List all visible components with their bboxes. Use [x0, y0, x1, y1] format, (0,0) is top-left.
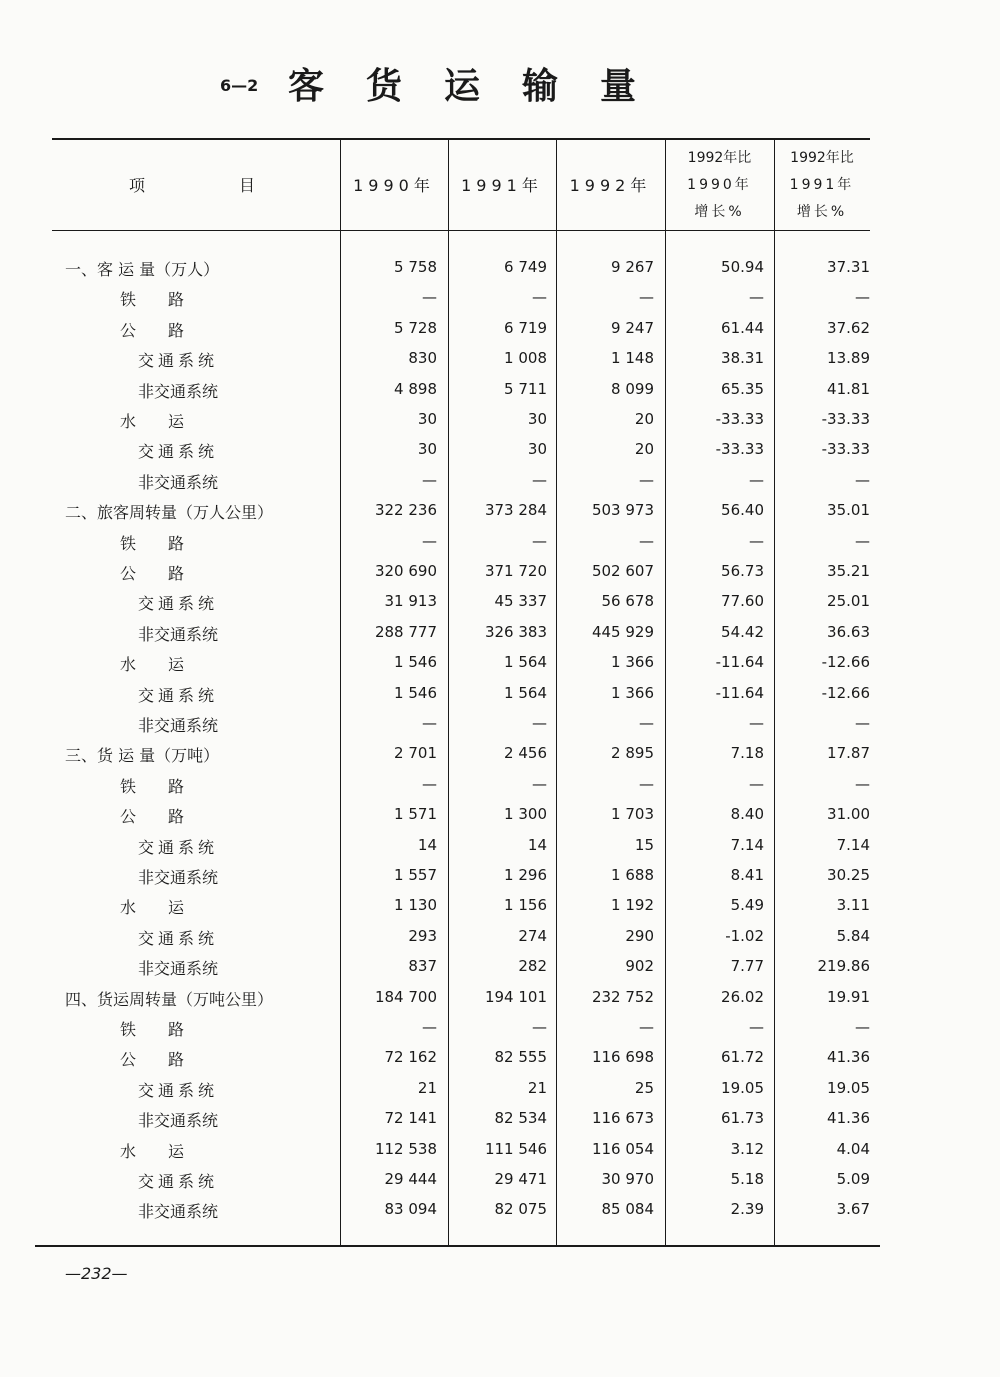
- cell-value: 5.84: [836, 926, 870, 945]
- cell-value: —: [749, 288, 764, 307]
- cell-value: 38.31: [721, 349, 764, 368]
- row-label: 二、旅客周转量（万人公里）: [65, 503, 274, 523]
- cell-value: —: [532, 714, 547, 732]
- cell-value: 25.01: [827, 592, 870, 611]
- cell-value: —: [532, 288, 547, 307]
- table-title: [0, 58, 1000, 108]
- row-label: 交通系统: [138, 1080, 219, 1100]
- cell-value: -33.33: [821, 410, 870, 428]
- row-label: 三、货 运 量（万吨）: [65, 746, 220, 766]
- table-row: [0, 982, 1000, 1012]
- cell-value: 503 973: [591, 501, 654, 520]
- cell-value: 5 711: [504, 379, 547, 398]
- cell-value: 6 719: [504, 318, 547, 337]
- table-row: [0, 617, 1000, 647]
- cell-value: —: [639, 1018, 654, 1036]
- cell-value: —: [532, 1018, 547, 1036]
- table-row: [0, 434, 1000, 464]
- cell-value: —: [639, 714, 654, 732]
- cell-value: —: [422, 531, 437, 550]
- header-growth-line: 1990年: [687, 177, 752, 193]
- cell-value: 116 698: [591, 1048, 654, 1067]
- cell-value: -11.64: [715, 653, 764, 672]
- cell-value: 2.39: [730, 1200, 764, 1219]
- cell-value: 72 141: [384, 1109, 437, 1128]
- cell-value: 1 366: [611, 683, 654, 702]
- cell-value: 82 534: [494, 1109, 547, 1128]
- table-row: [0, 921, 1000, 951]
- cell-value: 3.12: [730, 1139, 764, 1158]
- row-label: 水 运: [120, 655, 185, 675]
- cell-value: 7.18: [730, 744, 764, 763]
- cell-value: 5 758: [394, 258, 437, 276]
- row-label: 交通系统: [138, 442, 219, 462]
- cell-value: 61.73: [721, 1109, 764, 1128]
- cell-value: 290: [625, 926, 654, 945]
- table-row: [0, 313, 1000, 343]
- cell-value: 371 720: [484, 562, 547, 580]
- cell-value: 2 456: [504, 744, 547, 763]
- cell-value: 35.01: [827, 501, 870, 520]
- table-row: [0, 708, 1000, 738]
- header-growth-line: 增长%: [694, 204, 745, 220]
- cell-value: -33.33: [821, 440, 870, 459]
- cell-value: 830: [408, 349, 437, 368]
- header-growth-line: 1992年比: [687, 150, 752, 166]
- table-row: [0, 860, 1000, 890]
- row-label: 交通系统: [138, 594, 219, 614]
- cell-value: 21: [417, 1078, 437, 1097]
- cell-value: —: [749, 1018, 764, 1036]
- cell-value: 184 700: [374, 987, 437, 1006]
- header-growth-line: 1991年: [789, 177, 855, 193]
- row-label: 水 运: [120, 412, 185, 431]
- cell-value: 54.42: [721, 622, 764, 641]
- table-row: [0, 526, 1000, 556]
- cell-value: 19.91: [827, 987, 870, 1006]
- cell-value: 29 471: [494, 1170, 547, 1188]
- cell-value: 50.94: [721, 258, 764, 276]
- cell-value: 837: [408, 957, 437, 976]
- row-label: 公 路: [120, 320, 185, 340]
- cell-value: —: [855, 288, 870, 307]
- cell-value: 194 101: [484, 987, 547, 1006]
- cell-value: —: [422, 774, 437, 793]
- cell-value: 85 084: [601, 1200, 654, 1219]
- cell-value: -33.33: [715, 440, 764, 459]
- row-label: 非交通系统: [138, 716, 219, 735]
- cell-value: 61.72: [721, 1048, 764, 1067]
- cell-value: 112 538: [374, 1139, 437, 1158]
- cell-value: —: [422, 470, 437, 489]
- header-item: 项 目: [128, 176, 261, 195]
- table-row: [0, 282, 1000, 312]
- cell-value: 30: [417, 440, 437, 459]
- cell-value: 1 300: [504, 805, 547, 824]
- cell-value: 14: [417, 835, 437, 854]
- table-row: [0, 1042, 1000, 1072]
- row-label: 铁 路: [120, 290, 185, 310]
- cell-value: —: [855, 531, 870, 550]
- table-row: [0, 495, 1000, 525]
- row-label: 非交通系统: [138, 959, 219, 979]
- cell-value: 8.40: [730, 805, 764, 824]
- row-label: 交通系统: [138, 351, 219, 371]
- cell-value: 21: [527, 1078, 547, 1097]
- cell-value: 65.35: [721, 379, 764, 398]
- cell-value: 83 094: [384, 1200, 437, 1219]
- header-growth-line: 1992年比: [790, 150, 854, 166]
- cell-value: —: [422, 288, 437, 307]
- cell-value: 373 284: [484, 501, 547, 520]
- cell-value: 36.63: [827, 622, 870, 641]
- table-row: [0, 465, 1000, 495]
- cell-value: 30: [527, 440, 547, 459]
- table-row: [0, 374, 1000, 404]
- cell-value: 116 673: [591, 1109, 654, 1128]
- cell-value: -11.64: [715, 683, 764, 702]
- cell-value: 1 192: [611, 896, 654, 915]
- cell-value: 8.41: [730, 866, 764, 884]
- cell-value: 282: [518, 957, 547, 976]
- cell-value: 9 267: [611, 258, 654, 276]
- cell-value: -12.66: [821, 683, 870, 702]
- table-row: [0, 799, 1000, 829]
- cell-value: 116 054: [591, 1139, 654, 1158]
- table-row: [0, 556, 1000, 586]
- table-row: [0, 1164, 1000, 1194]
- cell-value: 1 296: [504, 866, 547, 884]
- table-row: [0, 678, 1000, 708]
- cell-value: 56.40: [721, 501, 764, 520]
- cell-value: 31.00: [827, 805, 870, 824]
- cell-value: —: [532, 531, 547, 550]
- cell-value: 31 913: [384, 592, 437, 611]
- row-label: 交通系统: [138, 928, 219, 948]
- cell-value: —: [639, 531, 654, 550]
- cell-value: —: [532, 774, 547, 793]
- cell-value: 13.89: [827, 349, 870, 368]
- row-label: 非交通系统: [138, 1202, 219, 1222]
- cell-value: 35.21: [827, 562, 870, 580]
- row-label: 四、货运周转量（万吨公里）: [65, 989, 274, 1009]
- cell-value: 1 546: [394, 683, 437, 702]
- cell-value: 41.81: [827, 379, 870, 398]
- cell-value: 26.02: [721, 987, 764, 1006]
- cell-value: 1 546: [394, 653, 437, 672]
- cell-value: 293: [408, 926, 437, 945]
- header-rule: [52, 230, 870, 231]
- cell-value: 15: [634, 835, 654, 854]
- header-1992: 1992年: [569, 176, 652, 195]
- cell-value: —: [749, 470, 764, 489]
- row-label: 非交通系统: [138, 472, 219, 492]
- row-label: 非交通系统: [138, 624, 219, 644]
- cell-value: 1 130: [394, 896, 437, 915]
- cell-value: 2 701: [394, 744, 437, 763]
- cell-value: 56.73: [721, 562, 764, 580]
- cell-value: 30 970: [601, 1170, 654, 1188]
- cell-value: —: [749, 714, 764, 732]
- cell-value: 1 688: [611, 866, 654, 884]
- cell-value: —: [749, 774, 764, 793]
- table-row: [0, 1103, 1000, 1133]
- row-label: 水 运: [120, 1141, 185, 1161]
- cell-value: 2 895: [611, 744, 654, 763]
- cell-value: 14: [527, 835, 547, 854]
- cell-value: 322 236: [374, 501, 437, 520]
- row-label: 公 路: [120, 807, 185, 827]
- cell-value: 445 929: [591, 622, 654, 641]
- cell-value: 5.49: [730, 896, 764, 915]
- table-row: [0, 252, 1000, 282]
- header-1990: 1990年: [353, 176, 435, 195]
- table-row: [0, 951, 1000, 981]
- cell-value: 1 703: [611, 805, 654, 824]
- cell-value: 320 690: [374, 562, 437, 580]
- row-label: 非交通系统: [138, 868, 219, 887]
- row-label: 非交通系统: [138, 381, 219, 401]
- row-label: 铁 路: [120, 533, 185, 553]
- top-rule: [52, 138, 870, 140]
- row-label: 水 运: [120, 898, 185, 918]
- cell-value: —: [422, 714, 437, 732]
- table-row: [0, 1194, 1000, 1224]
- cell-value: 41.36: [827, 1048, 870, 1067]
- cell-value: 4 898: [394, 379, 437, 398]
- header-growth-line: 增长%: [796, 204, 848, 220]
- cell-value: 7.14: [836, 835, 870, 854]
- cell-value: —: [639, 288, 654, 307]
- table-row: [0, 769, 1000, 799]
- table-row: [0, 738, 1000, 768]
- table-row: [0, 647, 1000, 677]
- cell-value: —: [855, 774, 870, 793]
- cell-value: —: [749, 531, 764, 550]
- cell-value: —: [422, 1018, 437, 1036]
- cell-value: 30: [417, 410, 437, 428]
- cell-value: 3.67: [836, 1200, 870, 1219]
- cell-value: 1 557: [394, 866, 437, 884]
- cell-value: —: [639, 774, 654, 793]
- table-row: [0, 1134, 1000, 1164]
- cell-value: 1 366: [611, 653, 654, 672]
- table-row: [0, 1012, 1000, 1042]
- table-row: [0, 1073, 1000, 1103]
- header-growth-1991: [774, 145, 870, 226]
- cell-value: 41.36: [827, 1109, 870, 1128]
- cell-value: —: [855, 470, 870, 489]
- cell-value: 502 607: [591, 562, 654, 580]
- cell-value: 274: [518, 926, 547, 945]
- cell-value: 17.87: [827, 744, 870, 763]
- cell-value: 1 564: [504, 683, 547, 702]
- row-label: 公 路: [120, 1050, 185, 1070]
- row-label: 铁 路: [120, 1020, 185, 1039]
- cell-value: 72 162: [384, 1048, 437, 1067]
- cell-value: -12.66: [821, 653, 870, 672]
- table-row: [0, 343, 1000, 373]
- cell-value: 77.60: [721, 592, 764, 611]
- cell-value: 1 148: [611, 349, 654, 368]
- cell-value: —: [532, 470, 547, 489]
- cell-value: 8 099: [611, 379, 654, 398]
- cell-value: 1 571: [394, 805, 437, 824]
- cell-value: 5.18: [730, 1170, 764, 1188]
- cell-value: —: [855, 1018, 870, 1036]
- cell-value: 56 678: [601, 592, 654, 611]
- cell-value: 82 555: [494, 1048, 547, 1067]
- cell-value: 20: [634, 440, 654, 459]
- cell-value: 25: [634, 1078, 654, 1097]
- cell-value: —: [855, 714, 870, 732]
- cell-value: 19.05: [721, 1078, 764, 1097]
- bottom-rule: [35, 1245, 880, 1247]
- table-row: [0, 830, 1000, 860]
- cell-value: 29 444: [384, 1170, 437, 1188]
- cell-value: 5 728: [394, 318, 437, 337]
- cell-value: -33.33: [715, 410, 764, 428]
- table-row: [0, 404, 1000, 434]
- row-label: 一、客 运 量（万人）: [65, 260, 220, 279]
- cell-value: 30: [527, 410, 547, 428]
- cell-value: 19.05: [827, 1078, 870, 1097]
- cell-value: 219.86: [817, 957, 870, 976]
- row-label: 铁 路: [120, 776, 185, 796]
- table-row: [0, 890, 1000, 920]
- table-row: [0, 586, 1000, 616]
- row-label: 交通系统: [138, 1172, 219, 1191]
- page-number: —232—: [65, 1264, 128, 1283]
- cell-value: 37.31: [827, 258, 870, 276]
- cell-value: 45 337: [494, 592, 547, 611]
- cell-value: 9 247: [611, 318, 654, 337]
- cell-value: 232 752: [591, 987, 654, 1006]
- cell-value: 111 546: [484, 1139, 547, 1158]
- cell-value: 5.09: [836, 1170, 870, 1188]
- cell-value: 1 564: [504, 653, 547, 672]
- header-1991: 1991年: [461, 176, 543, 195]
- cell-value: 1 008: [504, 349, 547, 368]
- table-title-text: 客货运输量: [288, 66, 679, 107]
- cell-value: 82 075: [494, 1200, 547, 1219]
- row-label: 交通系统: [138, 837, 219, 857]
- row-label: 非交通系统: [138, 1111, 219, 1131]
- cell-value: 20: [634, 410, 654, 428]
- cell-value: 288 777: [374, 622, 437, 641]
- cell-value: 902: [625, 957, 654, 976]
- cell-value: 7.14: [730, 835, 764, 854]
- header-growth-1990: [665, 145, 774, 226]
- cell-value: —: [639, 470, 654, 489]
- row-label: 交通系统: [138, 685, 219, 705]
- cell-value: 61.44: [721, 318, 764, 337]
- cell-value: 37.62: [827, 318, 870, 337]
- cell-value: 1 156: [504, 896, 547, 915]
- cell-value: 3.11: [836, 896, 870, 915]
- cell-value: -1.02: [725, 926, 764, 945]
- cell-value: 4.04: [836, 1139, 870, 1158]
- cell-value: 326 383: [484, 622, 547, 641]
- cell-value: 30.25: [827, 866, 870, 884]
- cell-value: 6 749: [504, 258, 547, 276]
- table-number: 6—2: [220, 76, 259, 95]
- row-label: 公 路: [120, 564, 185, 583]
- cell-value: 7.77: [730, 957, 764, 976]
